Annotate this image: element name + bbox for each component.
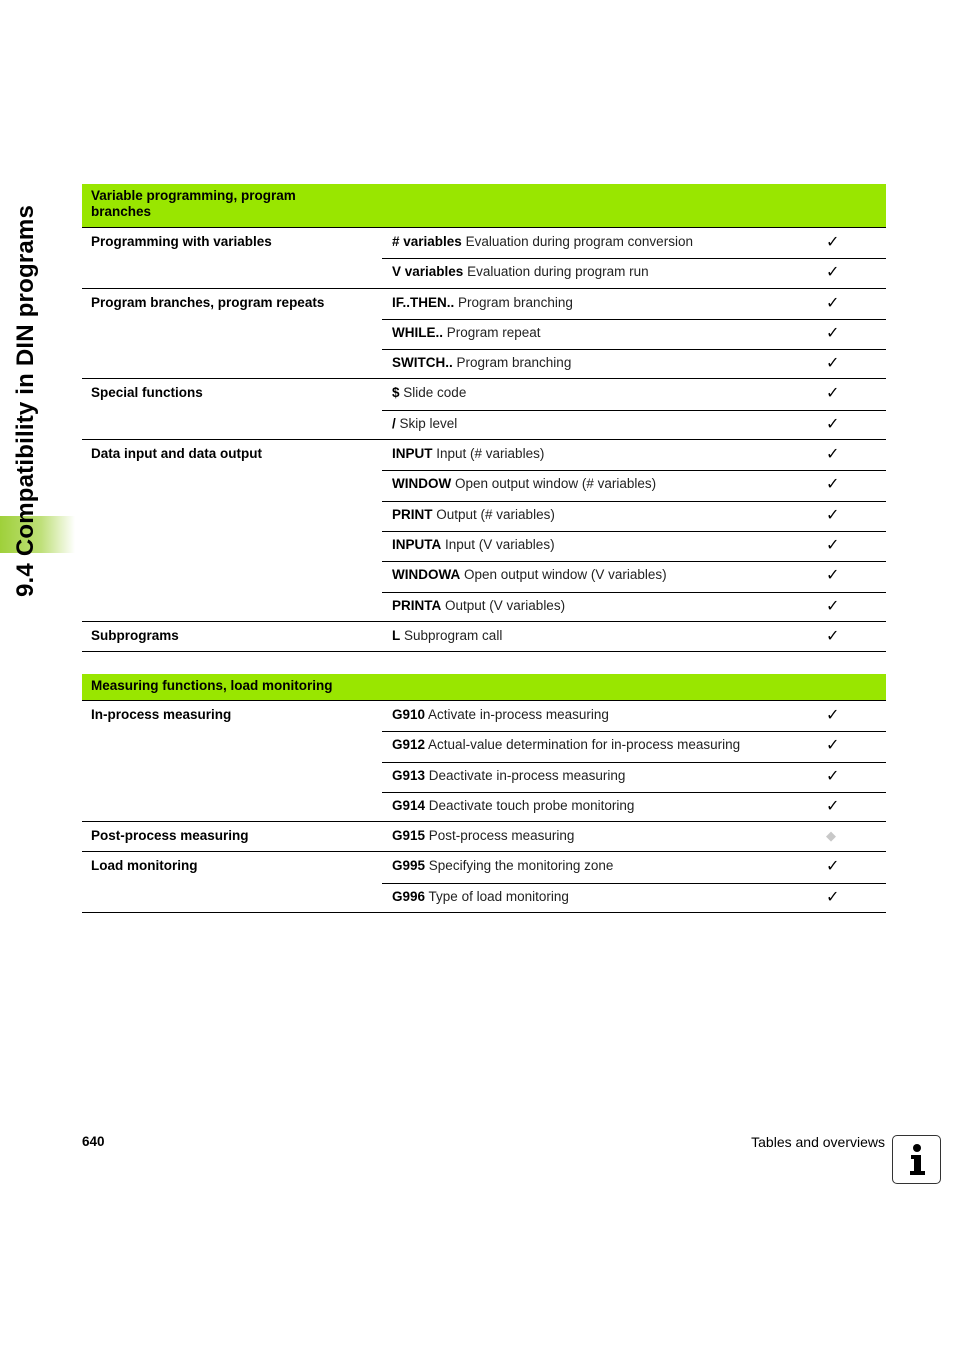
function-keyword: IF..THEN..	[392, 294, 455, 310]
function-description: Evaluation during program run	[467, 264, 649, 280]
table-row	[82, 792, 886, 822]
function-description: Input (# variables)	[436, 446, 545, 462]
row-category: Programming with variables	[91, 234, 272, 249]
row-function	[392, 264, 649, 279]
table-row	[82, 440, 886, 470]
function-keyword: /	[392, 415, 396, 431]
table-row	[82, 319, 886, 349]
row-function	[392, 598, 565, 613]
function-keyword: INPUTA	[392, 536, 442, 552]
checkmark-icon: ✓	[826, 506, 840, 524]
row-function	[392, 295, 573, 310]
function-keyword: G995	[392, 858, 426, 874]
variable-programming-table	[82, 184, 886, 652]
function-description: Skip level	[399, 415, 458, 431]
row-function	[392, 446, 544, 461]
checkmark-icon: ✓	[826, 324, 840, 342]
function-keyword: $	[392, 385, 400, 401]
row-function	[392, 325, 541, 340]
row-function	[392, 507, 555, 522]
row-function	[392, 537, 555, 552]
row-category: Post-process measuring	[91, 828, 249, 844]
table-row	[82, 731, 886, 761]
checkmark-icon: ✓	[826, 797, 840, 815]
row-function	[392, 567, 667, 582]
checkmark-icon: ✓	[826, 767, 840, 785]
function-keyword: G915	[392, 828, 426, 844]
checkmark-icon: ✓	[826, 446, 840, 464]
function-description: Open output window (# variables)	[455, 476, 657, 492]
function-description: Program repeat	[446, 324, 541, 340]
checkmark-icon: ✓	[826, 234, 840, 251]
row-function	[392, 355, 571, 370]
table-row	[82, 410, 886, 440]
function-keyword: V variables	[392, 264, 464, 280]
function-keyword: G914	[392, 797, 426, 813]
row-function	[392, 416, 457, 431]
table-row	[82, 258, 886, 288]
function-description: Subprogram call	[404, 627, 503, 643]
row-function	[392, 858, 613, 873]
row-function	[392, 476, 656, 491]
function-description: Open output window (V variables)	[464, 567, 667, 583]
checkmark-icon: ✓	[826, 597, 840, 615]
function-keyword: WHILE..	[392, 324, 443, 340]
table-row	[82, 228, 886, 258]
function-keyword: G910	[392, 707, 426, 722]
table-header	[82, 674, 886, 701]
checkmark-icon: ✓	[826, 737, 840, 755]
row-function	[392, 385, 466, 400]
row-category: Program branches, program repeats	[91, 294, 325, 310]
checkmark-icon: ✓	[826, 294, 840, 312]
table-header-title: Measuring functions, load monitoring	[91, 678, 333, 693]
row-function	[392, 737, 740, 752]
checkmark-icon: ✓	[826, 264, 840, 282]
function-description: Program branching	[456, 355, 572, 371]
function-description: Specifying the monitoring zone	[428, 858, 614, 874]
checkmark-icon: ✓	[826, 567, 840, 585]
function-keyword: # variables	[392, 234, 462, 249]
function-description: Deactivate in-process measuring	[428, 767, 626, 783]
table-row	[82, 822, 886, 852]
function-keyword: WINDOW	[392, 476, 452, 492]
table-body	[82, 701, 886, 913]
function-keyword: INPUT	[392, 446, 433, 462]
chapter-title: 9.4 Compatibility in DIN programs	[12, 205, 39, 597]
function-keyword: L	[392, 627, 401, 643]
table-row	[82, 592, 886, 622]
checkmark-icon: ✓	[826, 536, 840, 554]
row-category: Load monitoring	[91, 858, 198, 874]
function-description: Output (# variables)	[436, 506, 555, 522]
function-description: Output (V variables)	[445, 597, 566, 613]
checkmark-icon: ✓	[826, 476, 840, 494]
checkmark-icon: ✓	[826, 888, 840, 906]
checkmark-icon: ✓	[826, 707, 840, 724]
row-category: In-process measuring	[91, 707, 232, 722]
function-description: Deactivate touch probe monitoring	[428, 797, 635, 813]
function-description: Activate in-process measuring	[428, 707, 609, 722]
section-name: Tables and overviews	[751, 1134, 885, 1150]
function-description: Input (V variables)	[445, 536, 555, 552]
row-category: Subprograms	[91, 627, 179, 643]
table-row	[82, 501, 886, 531]
table-row	[82, 470, 886, 500]
function-description: Post-process measuring	[428, 828, 575, 844]
function-keyword: G996	[392, 888, 426, 904]
page-number: 640	[82, 1134, 105, 1149]
row-function	[392, 828, 574, 843]
table-row	[82, 531, 886, 561]
row-function	[392, 234, 693, 249]
table-row	[82, 852, 886, 882]
table-body	[82, 228, 886, 652]
table-row	[82, 289, 886, 319]
function-description: Actual-value determination for in-process measuring	[428, 737, 741, 753]
row-function	[392, 628, 502, 643]
checkmark-icon: ✓	[826, 355, 840, 373]
table-row	[82, 561, 886, 591]
row-function	[392, 707, 609, 722]
row-function	[392, 768, 625, 783]
row-category: Data input and data output	[91, 446, 262, 462]
limited-support-icon: ◆	[826, 828, 836, 844]
checkmark-icon: ✓	[826, 385, 840, 403]
checkmark-icon: ✓	[826, 627, 840, 645]
measuring-functions-table	[82, 674, 886, 913]
info-icon[interactable]	[892, 1135, 941, 1184]
function-keyword: PRINT	[392, 506, 433, 522]
function-description: Slide code	[403, 385, 467, 401]
table-row	[82, 762, 886, 792]
table-row	[82, 883, 886, 913]
checkmark-icon: ✓	[826, 858, 840, 876]
info-icon-glyph	[902, 1143, 932, 1177]
checkmark-icon: ✓	[826, 415, 840, 433]
table-row	[82, 701, 886, 731]
table-row	[82, 379, 886, 409]
function-keyword: G913	[392, 767, 426, 783]
table-row	[82, 349, 886, 379]
function-keyword: SWITCH..	[392, 355, 453, 371]
function-keyword: WINDOWA	[392, 567, 461, 583]
table-header	[82, 184, 886, 228]
table-header-title: Variable programming, program branches	[91, 188, 296, 219]
row-function	[392, 798, 634, 813]
function-description: Type of load monitoring	[428, 888, 569, 904]
function-description: Program branching	[458, 294, 573, 310]
function-keyword: G912	[392, 737, 426, 753]
row-function	[392, 889, 569, 904]
table-row	[82, 622, 886, 652]
function-description: Evaluation during program conversion	[465, 234, 693, 249]
function-keyword: PRINTA	[392, 597, 442, 613]
row-category: Special functions	[91, 385, 203, 401]
